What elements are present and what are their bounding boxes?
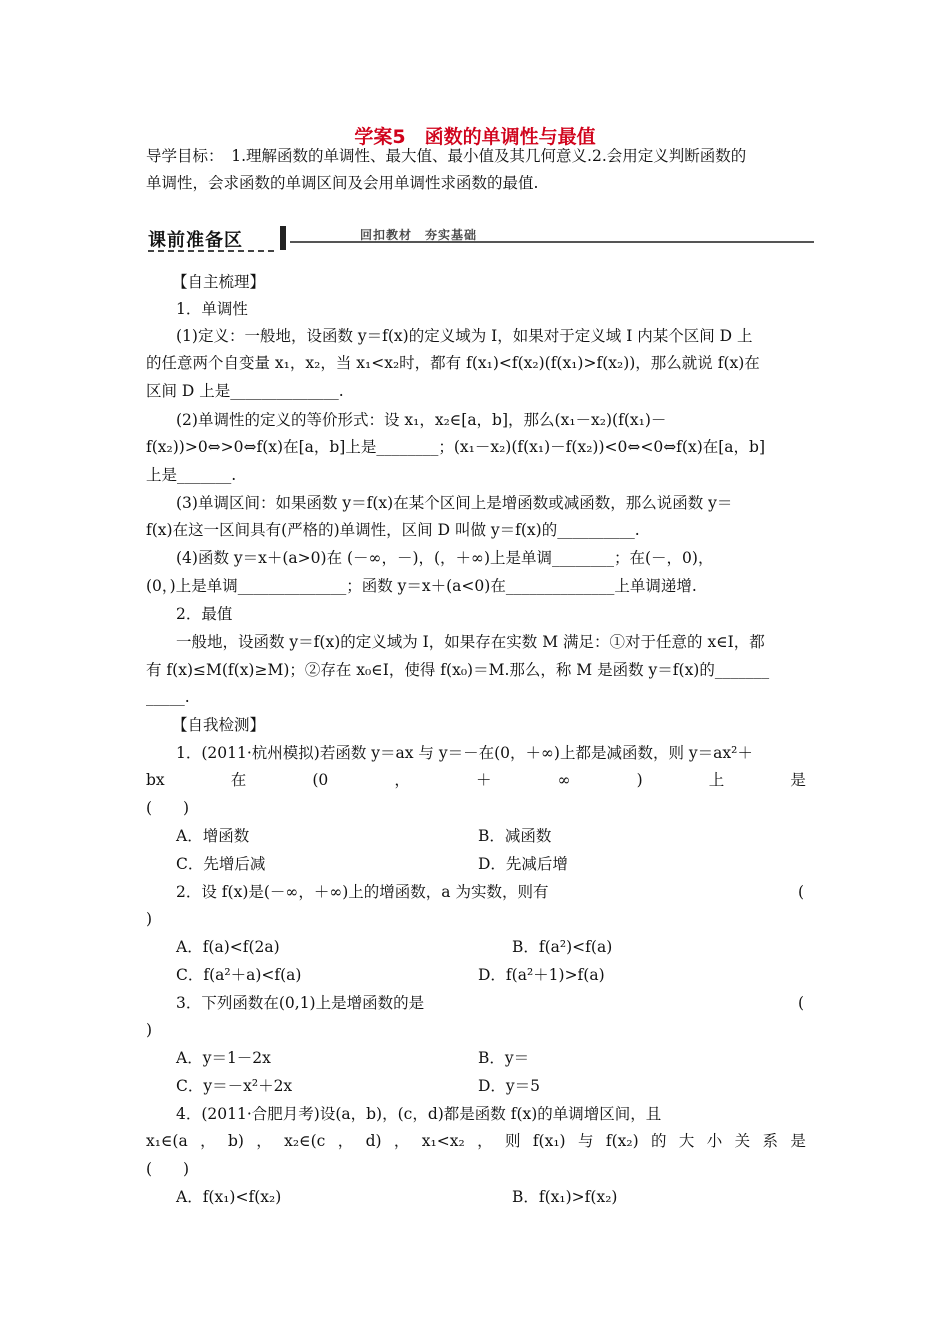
section-bar xyxy=(280,226,286,250)
review-heading: 【自主梳理】 xyxy=(172,273,266,291)
q4-token: 大 xyxy=(678,1132,695,1150)
q3-option-b: B．y＝ xyxy=(478,1049,530,1067)
section-name: 课前准备区 xyxy=(148,230,243,251)
q3-line-1: 3．下列函数在(0,1)上是增函数的是 xyxy=(176,994,425,1012)
q2-option-a: A．f(a)<f(2a) xyxy=(176,938,280,956)
q3-paren-close: ) xyxy=(146,1021,153,1039)
p1-line-1: (1)定义：一般地，设函数 y＝f(x)的定义域为 I，如果对于定义域 I 内某个区间 D 上 xyxy=(176,327,753,345)
q1-token: 是 xyxy=(790,771,806,789)
section-header xyxy=(148,226,814,252)
q4-token: ， xyxy=(337,1132,354,1150)
q1-token: bx xyxy=(146,771,165,789)
q4-token: f(x₁) xyxy=(532,1132,566,1150)
q4-token: x₁∈(a xyxy=(146,1132,188,1150)
q4-line-1: 4．(2011·合肥月考)设(a，b)，(c，d)都是函数 f(x)的单调增区间，且 xyxy=(176,1105,662,1123)
q3-option-a: A．y＝1－2x xyxy=(176,1049,271,1067)
q1-line-2 xyxy=(146,770,806,790)
q1-token: 上 xyxy=(708,771,725,789)
q1-option-a: A．增函数 xyxy=(176,827,250,845)
p3-line-1: (3)单调区间：如果函数 y＝f(x)在某个区间上是增函数或减函数，那么说函数 y＝ xyxy=(176,494,733,512)
q1-token: ＋ xyxy=(476,771,492,789)
q4-token: 是 xyxy=(790,1132,806,1150)
q4-token: 系 xyxy=(762,1132,779,1150)
page-title: 学案5 函数的单调性与最值 xyxy=(354,126,596,148)
q1-token: ∞ xyxy=(557,771,571,789)
p2-line-3: 上是_______. xyxy=(146,466,237,484)
p5-line-3: _____. xyxy=(146,688,190,706)
p1-line-3: 区间 D 上是______________. xyxy=(146,382,344,400)
q2-option-b: B．f(a²)<f(a) xyxy=(512,938,613,956)
goals-line-1: 导学目标： 1.理解函数的单调性、最大值、最小值及其几何意义.2.会用定义判断函数的 xyxy=(146,147,747,165)
q4-option-b: B．f(x₁)>f(x₂) xyxy=(512,1188,618,1206)
q2-paren-close: ) xyxy=(146,910,153,928)
q1-option-b: B．减函数 xyxy=(478,827,552,845)
q4-token: ， xyxy=(477,1132,493,1150)
section-subtitle: 回扣教材 夯实基础 xyxy=(360,228,478,242)
p2-line-1: (2)单调性的定义的等价形式：设 x₁，x₂∈[a，b]，那么(x₁－x₂)(f(x₁)－ xyxy=(176,411,667,429)
p1-line-2: 的任意两个自变量 x₁，x₂，当 x₁<x₂时，都有 f(x₁)<f(x₂)(f(x₁)>f(x₂))，那么就说 f(x)在 xyxy=(146,354,760,372)
q3-option-c: C．y＝－x²＋2x xyxy=(176,1077,293,1095)
q2-option-d: D．f(a²＋1)>f(a) xyxy=(478,966,605,984)
q4-token: f(x₂) xyxy=(605,1132,639,1150)
q4-token: x₂∈(c xyxy=(284,1132,326,1150)
p5-line-1: 一般地，设函数 y＝f(x)的定义域为 I，如果存在实数 M 满足：①对于任意的 x∈I，都 xyxy=(176,633,765,651)
review-s1-title: 1．单调性 xyxy=(176,300,248,318)
q2-paren-open: ( xyxy=(798,883,805,901)
q3-paren-open: ( xyxy=(798,994,805,1012)
q4-token: x₁<x₂ xyxy=(421,1132,465,1150)
q4-token: 与 xyxy=(577,1132,594,1150)
goals-line-2: 单调性，会求函数的单调区间及会用单调性求函数的最值. xyxy=(146,174,539,192)
q4-answer-paren: ( ) xyxy=(146,1160,190,1178)
q1-line-1: 1．(2011·杭州模拟)若函数 y＝ax 与 y＝－在(0，＋∞)上都是减函数，则 y＝ax²＋ xyxy=(176,744,753,762)
q1-option-d: D．先减后增 xyxy=(478,855,568,873)
section-dash-underline xyxy=(148,250,274,252)
p5-line-2: 有 f(x)≤M(f(x)≥M)；②存在 x₀∈I，使得 f(x₀)＝M.那么，称 M 是函数 y＝f(x)的_______ xyxy=(146,661,770,679)
p3-line-2: f(x)在这一区间具有(严格的)单调性，区间 D 叫做 y＝f(x)的__________. xyxy=(146,521,640,539)
q4-token: ， xyxy=(256,1132,272,1150)
check-heading: 【自我检测】 xyxy=(172,716,266,734)
q4-token: 的 xyxy=(651,1132,667,1150)
q4-token: 则 xyxy=(504,1132,521,1150)
p4-line-1: (4)函数 y＝x＋(a>0)在 (－∞，－)，(，＋∞)上是单调________；在(－，0)， xyxy=(176,549,714,567)
q4-option-a: A．f(x₁)<f(x₂) xyxy=(176,1188,282,1206)
q1-answer-paren: ( ) xyxy=(146,799,190,817)
q4-token: 关 xyxy=(734,1132,751,1150)
q4-token: d) xyxy=(365,1132,382,1150)
q4-token: ， xyxy=(393,1132,410,1150)
q2-option-c: C．f(a²＋a)<f(a) xyxy=(176,966,302,984)
q1-token: 在 xyxy=(230,771,247,789)
q4-line-2 xyxy=(146,1131,806,1151)
q1-token: ) xyxy=(636,771,643,789)
q3-option-d: D．y＝5 xyxy=(478,1077,541,1095)
q4-token: ， xyxy=(200,1132,216,1150)
p4-line-2: (0，)上是单调______________；函数 y＝x＋(a<0)在______________上单调递增. xyxy=(146,577,697,595)
review-s2-title: 2．最值 xyxy=(176,605,233,623)
q2-line-1: 2．设 f(x)是(－∞，＋∞)上的增函数，a 为实数，则有 xyxy=(176,883,549,901)
p2-line-2: f(x₂))>0⇔>0⇔f(x)在[a，b]上是________；(x₁－x₂)(f(x₁)－f(x₂))<0⇔<0⇔f(x)在[a，b] xyxy=(146,438,766,456)
q1-option-c: C．先增后减 xyxy=(176,855,266,873)
q4-token: 小 xyxy=(706,1132,723,1150)
q1-token: ， xyxy=(394,771,410,789)
q4-token: b) xyxy=(227,1132,244,1150)
q1-token: (0 xyxy=(312,771,329,789)
